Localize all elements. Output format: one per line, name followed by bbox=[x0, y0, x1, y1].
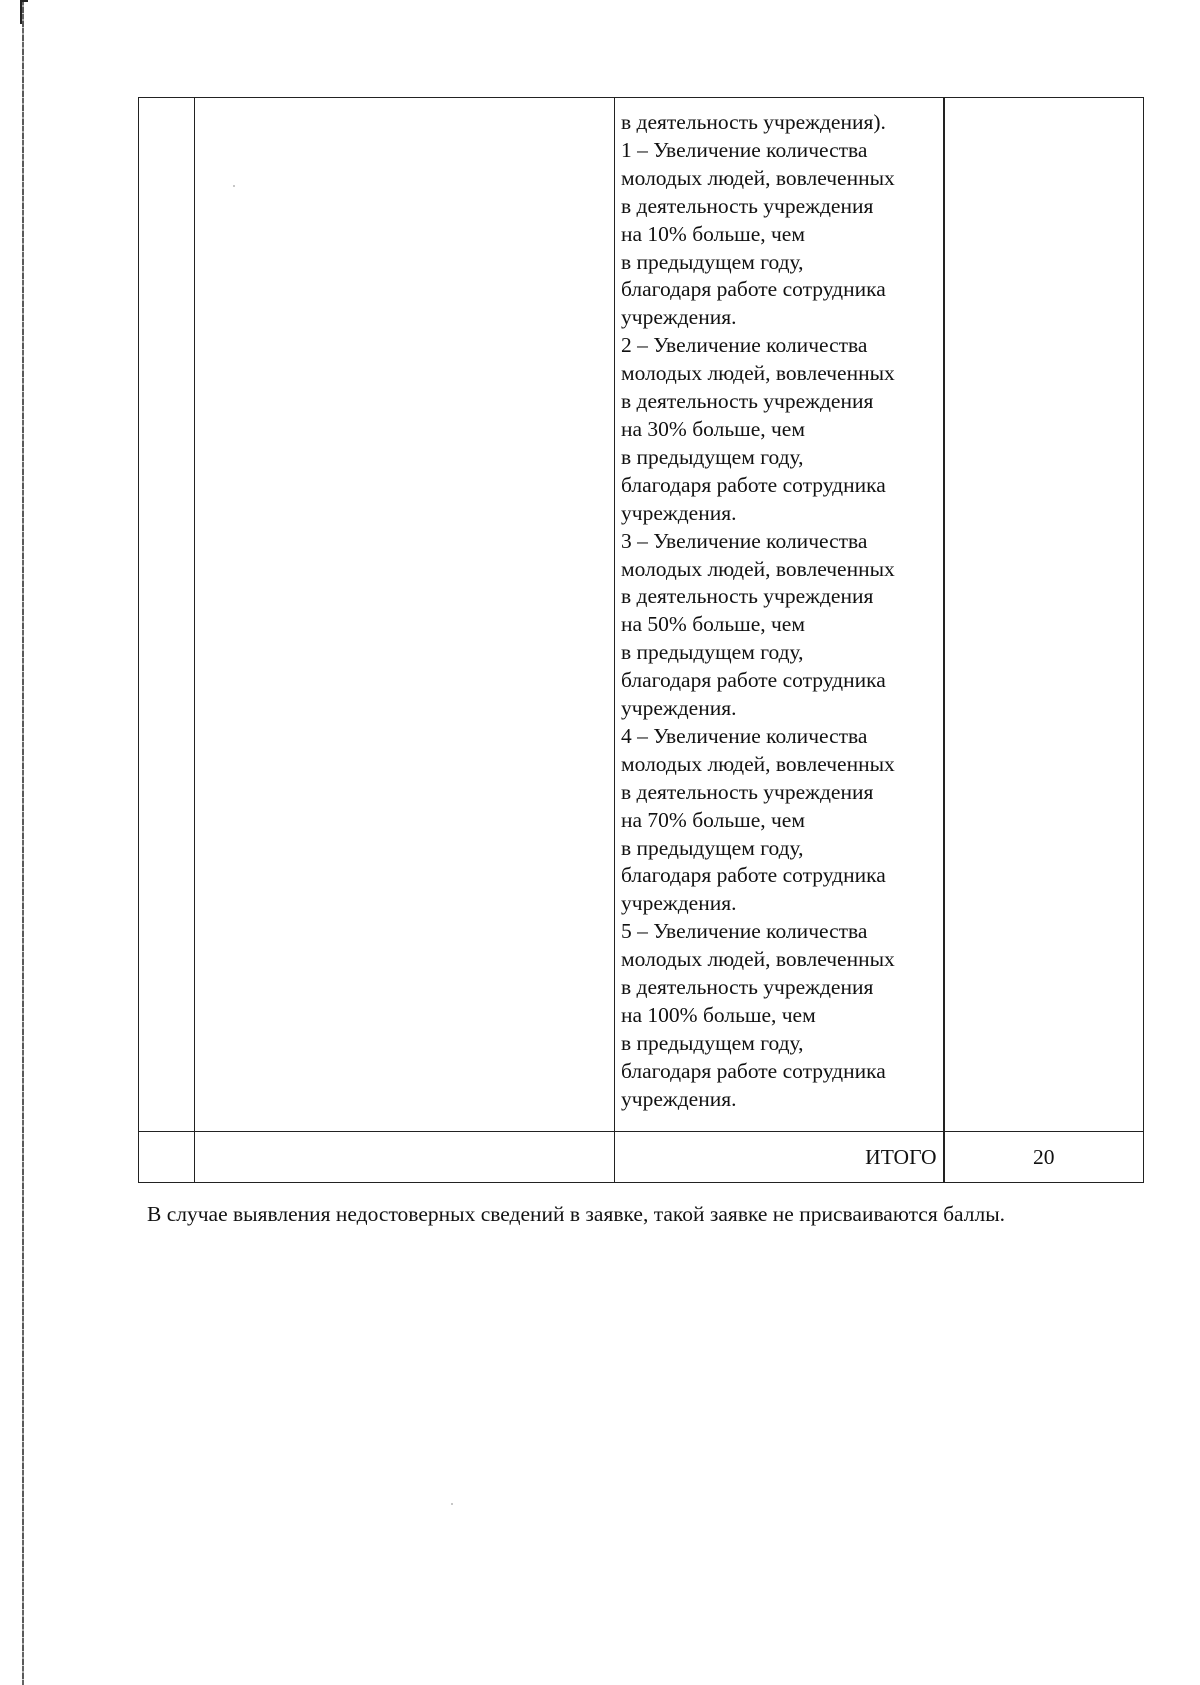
total-row bbox=[139, 1132, 1144, 1183]
description-line: благодаря работе сотрудника bbox=[621, 668, 886, 693]
total-label: ИТОГО bbox=[615, 1132, 944, 1183]
description-line: на 50% больше, чем bbox=[621, 612, 805, 637]
scan-binding-edge bbox=[22, 0, 24, 1685]
scan-speck bbox=[451, 1503, 453, 1505]
description-line: молодых людей, вовлеченных bbox=[621, 947, 895, 972]
description-line: в предыдущем году, bbox=[621, 444, 804, 469]
description-line: в предыдущем году, bbox=[621, 1030, 804, 1055]
description-line: в деятельность учреждения bbox=[621, 584, 874, 609]
description-line: в деятельность учреждения bbox=[621, 193, 874, 218]
description-line: благодаря работе сотрудника bbox=[621, 277, 886, 302]
total-row-name-cell bbox=[195, 1132, 615, 1183]
description-line: в предыдущем году, bbox=[621, 249, 804, 274]
criterion-name-cell bbox=[195, 98, 615, 1132]
description-line: учреждения. bbox=[621, 696, 737, 721]
description-line: на 100% больше, чем bbox=[621, 1003, 816, 1027]
description-line: 2 – Увеличение количества bbox=[621, 333, 868, 358]
score-cell bbox=[944, 98, 1144, 1132]
description-line: 5 – Увеличение количества bbox=[621, 919, 868, 944]
description-line: в предыдущем году, bbox=[621, 640, 804, 665]
description-line: на 70% больше, чем bbox=[621, 807, 805, 832]
description-line: на 30% больше, чем bbox=[621, 416, 805, 441]
description-line: учреждения. bbox=[621, 500, 737, 525]
criterion-description bbox=[615, 98, 943, 1114]
description-line: благодаря работе сотрудника bbox=[621, 863, 886, 888]
description-line: молодых людей, вовлеченных bbox=[621, 556, 895, 581]
description-line: 3 – Увеличение количества bbox=[621, 528, 868, 553]
description-line: благодаря работе сотрудника bbox=[621, 472, 886, 497]
description-line: учреждения. bbox=[621, 891, 737, 916]
description-line: в деятельность учреждения). bbox=[621, 110, 886, 134]
criteria-table bbox=[138, 97, 1144, 1183]
description-line: в деятельность учреждения bbox=[621, 975, 874, 1000]
criterion-description-cell bbox=[615, 98, 944, 1132]
criteria-row bbox=[139, 98, 1144, 1132]
description-line: учреждения. bbox=[621, 305, 737, 330]
scan-corner-mark bbox=[20, 0, 28, 24]
description-line: молодых людей, вовлеченных bbox=[621, 751, 895, 776]
total-value: 20 bbox=[944, 1132, 1144, 1183]
description-line: учреждения. bbox=[621, 1086, 737, 1111]
description-line: 4 – Увеличение количества bbox=[621, 723, 868, 748]
footnote: В случае выявления недостоверных сведений в заявке, такой заявке не присваиваются баллы. bbox=[147, 1202, 1006, 1226]
description-line: в деятельность учреждения bbox=[621, 389, 874, 414]
description-line: благодаря работе сотрудника bbox=[621, 1058, 886, 1083]
description-line: на 10% больше, чем bbox=[621, 221, 805, 246]
description-line: молодых людей, вовлеченных bbox=[621, 361, 895, 386]
number-cell bbox=[139, 98, 195, 1132]
description-line: 1 – Увеличение количества bbox=[621, 137, 868, 162]
description-line: в деятельность учреждения bbox=[621, 779, 874, 804]
description-line: молодых людей, вовлеченных bbox=[621, 165, 895, 190]
description-line: в предыдущем году, bbox=[621, 835, 804, 860]
total-row-number-cell bbox=[139, 1132, 195, 1183]
